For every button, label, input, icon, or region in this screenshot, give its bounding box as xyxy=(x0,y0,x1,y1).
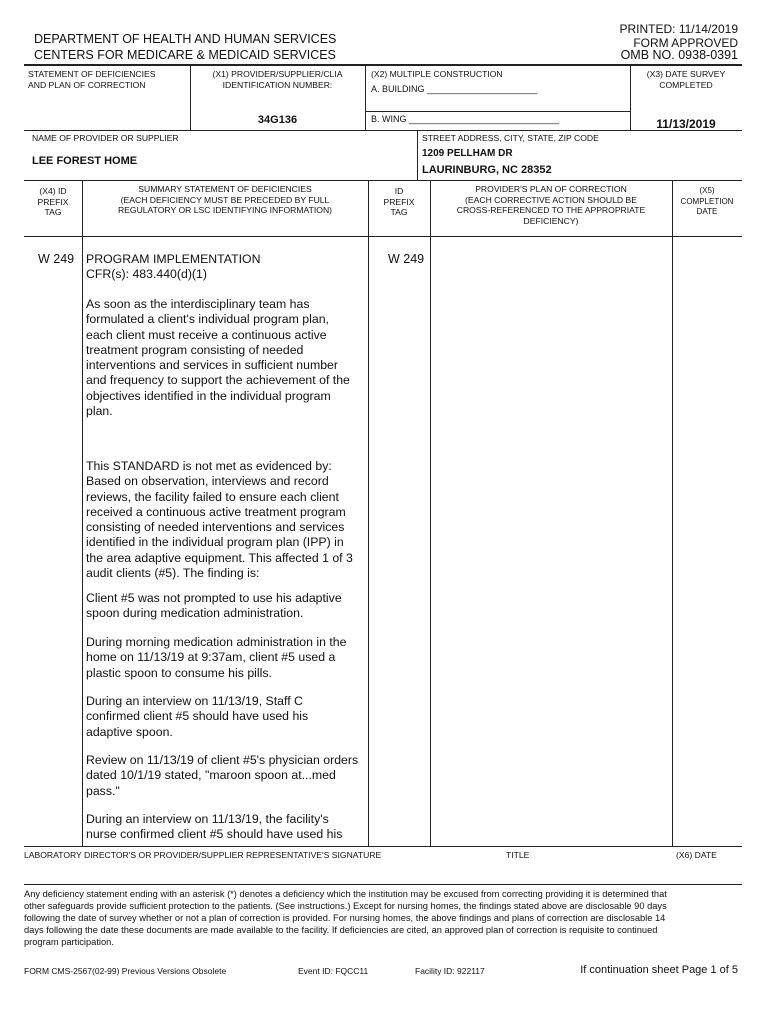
provider-name-label: NAME OF PROVIDER OR SUPPLIER xyxy=(32,133,179,143)
building-label: A. BUILDING ______________________ xyxy=(371,84,538,94)
x5-header: (X5) COMPLETION DATE xyxy=(680,186,734,216)
title-label: TITLE xyxy=(506,850,530,860)
omb-number: OMB NO. 0938-0391 xyxy=(620,48,738,62)
top-rule xyxy=(24,64,742,66)
wing-label: B. WING ______________________________ xyxy=(371,114,560,124)
date-label: (X6) DATE xyxy=(676,850,717,860)
id-tag: W 249 xyxy=(388,252,425,266)
finding-paragraph: Client #5 was not prompted to use his adaptive spoon during medication administration. xyxy=(86,591,342,621)
finding-paragraph: This STANDARD is not met as evidenced by: Based on observation, interviews and record reviews, the facility failed to ensure each client received a continuous active treatment program consisting of needed interventions and services identified in the individual program plan (IPP) in the area adaptive equipment. This affected 1 of 3 audit clients (#5). The finding is: xyxy=(86,459,353,581)
x1-label: (X1) PROVIDER/SUPPLIER/CLIA IDENTIFICATION NUMBER: xyxy=(212,69,343,90)
finding-paragraph: During an interview on 11/13/19, Staff C confirmed client #5 should have used his adaptive spoon. xyxy=(86,694,309,739)
disclaimer-text: Any deficiency statement ending with an asterisk (*) denotes a deficiency which the institution may be excused from correcting providing it is determined that other safeguards provide sufficient protection to the patients. (See instructions.) Except for nursing homes, the findings stated above are disclosable 90 days following the date of survey whether or not a plan of correction is provided. For nursing homes, the above findings and plans of correction are disclosable 14 days following the date these documents are made available to the facility. If deficiencies are cited, an approved plan of correction is requisite to continued program participation. xyxy=(24,889,667,947)
signature-label: LABORATORY DIRECTOR'S OR PROVIDER/SUPPLIER REPRESENTATIVE'S SIGNATURE xyxy=(24,850,382,860)
x2-label: (X2) MULTIPLE CONSTRUCTION xyxy=(371,69,503,79)
x1-value: 34G136 xyxy=(257,114,298,126)
signature-rule xyxy=(24,884,742,885)
printed-date: PRINTED: 11/14/2019 xyxy=(619,22,738,36)
divider xyxy=(417,130,418,180)
summary-header: SUMMARY STATEMENT OF DEFICIENCIES (EACH DEFICIENCY MUST BE PRECEDED BY FULL REGULATORY OR LSC IDENTIFYING INFORMATION) xyxy=(117,184,333,215)
prefix-tag: W 249 xyxy=(38,252,75,266)
event-id: Event ID: FQCC11 xyxy=(298,966,369,976)
department-line: DEPARTMENT OF HEALTH AND HUMAN SERVICES xyxy=(34,32,337,46)
agency-line: CENTERS FOR MEDICARE & MEDICAID SERVICES xyxy=(34,48,336,62)
statement-label: STATEMENT OF DEFICIENCIES AND PLAN OF CORRECTION xyxy=(28,69,156,90)
x4-header: (X4) ID PREFIX TAG xyxy=(37,186,69,217)
x3-label: (X3) DATE SURVEY COMPLETED xyxy=(646,69,726,90)
divider xyxy=(24,236,742,237)
divider xyxy=(24,846,742,847)
address-line-2: LAURINBURG, NC 28352 xyxy=(422,164,552,176)
divider xyxy=(365,64,366,130)
deficiency-title: PROGRAM IMPLEMENTATION CFR(s): 483.440(d)(1) xyxy=(86,252,261,282)
page-indicator: If continuation sheet Page 1 of 5 xyxy=(580,964,738,976)
column-line xyxy=(368,180,369,846)
facility-id: Facility ID: 922117 xyxy=(415,966,485,976)
column-line xyxy=(430,180,431,846)
address-label: STREET ADDRESS, CITY, STATE, ZIP CODE xyxy=(422,133,599,143)
regulation-text: As soon as the interdisciplinary team has formulated a client's individual program plan, each client must receive a continuous active treatment program consisting of needed interventions and services in sufficient number and frequency to support the achievement of the objectives identified in the individual program plan. xyxy=(86,297,350,419)
form-approved: FORM APPROVED xyxy=(633,36,738,50)
divider xyxy=(365,111,630,112)
address-line-1: 1209 PELLHAM DR xyxy=(422,148,513,159)
divider xyxy=(24,180,742,181)
column-line xyxy=(82,180,83,846)
plan-header: PROVIDER'S PLAN OF CORRECTION (EACH CORRECTIVE ACTION SHOULD BE CROSS-REFERENCED TO THE APPROPRIATE DEFICIENCY) xyxy=(456,184,646,226)
finding-paragraph: During morning medication administration in the home on 11/13/19 at 9:37am, client #5 used a plastic spoon to consume his pills. xyxy=(86,635,347,680)
form-number: FORM CMS-2567(02-99) Previous Versions Obsolete xyxy=(24,966,227,976)
finding-paragraph: During an interview on 11/13/19, the facility's nurse confirmed client #5 should have used his xyxy=(86,812,343,842)
column-line xyxy=(672,180,673,846)
provider-name: LEE FOREST HOME xyxy=(32,155,138,167)
id-header: ID PREFIX TAG xyxy=(383,186,415,217)
x3-value: 11/13/2019 xyxy=(656,117,716,131)
finding-paragraph: Review on 11/13/19 of client #5's physician orders dated 10/1/19 stated, "maroon spoon at...med pass." xyxy=(86,753,359,798)
